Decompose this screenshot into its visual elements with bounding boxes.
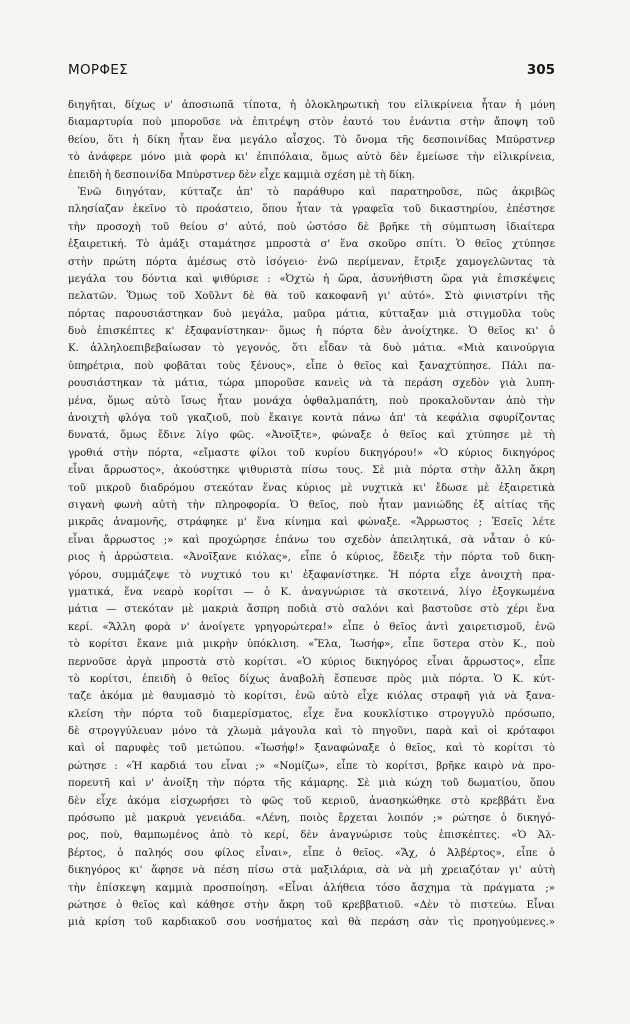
text-line: πλησίαζαν ἐκεῖνο τὸ προάστειο, ὅπου ἦταν τὰ γραφεῖα τοῦ δικαστηρίου, ἐπέστησε [68, 204, 555, 216]
text-line: ἐξαιρετική. Τὸ ἁμάξι σταμάτησε μπροστὰ σ' ἕνα σκοῦρο σπίτι. Ὁ θεῖος χτύπησε [68, 239, 555, 251]
text-line: διηγῆται, δίχως ν' ἀποσιωπᾶ τίποτα, ἡ ὁλοκληρωτικὴ του εἰλικρίνεια ἦταν ἡ μόνη [68, 100, 555, 111]
text-line: ἐπειδὴ ἡ δεσποινίδα Μπύρστνερ δὲν εἶχε καμμιὰ σχέση μὲ τὴ δίκη. [68, 169, 415, 181]
text-line: τὴν προσοχὴ τοῦ θείου σ' αὐτό, ποὺ ὡστόσο δὲ βρῆκε τὴ σύμπτωση ἰδιαίτερα [68, 221, 555, 233]
text-line: ρώτησε ὁ θεῖος καὶ κάθησε στὴν ἄκρη τοῦ κρεββατιοῦ. «Δὲν τὸ πιστεύω. Εἶναι [68, 899, 555, 911]
text-line: τοῦ μικροῦ διαδρόμου στεκόταν ἕνας κύριος μὲ νυχτικὰ κι' ἔδωσε μὲ ἐξαιρετικὰ [68, 482, 555, 494]
text-line: πρόσωπο μὲ μακρυὰ γενειάδα. «Λένη, ποιὸς ἔρχεται λοιπόν ;» ρώτησε ὁ δικηγό- [68, 813, 555, 825]
page-number: 305 [526, 62, 555, 78]
text-line: μικρᾶς ἀναμονῆς, στράφηκε μ' ἕνα κίνημα καὶ φώναξε. «Ἄρρωστος ; Ἐσεῖς λέτε [68, 517, 555, 529]
text-line: εἶναι ἄρρωστος», ἀκούστηκε ψιθυριστὰ πίσω τους. Σὲ μιὰ πόρτα στὴν ἄλλη ἄκρη [68, 465, 555, 477]
text-line: ὑπηρέτρια, ποὺ φοβᾶται τοὺς ξένους», εἶπε ὁ θεῖος καὶ ξαναχτύπησε. Πάλι πα- [68, 360, 555, 372]
text-line: πελατῶν. Ὅμως τοῦ Χοῦλντ δὲ θὰ τοῦ κακοφανῆ γι' αὐτό». Στὸ φινιστρίνι τῆς [68, 291, 555, 303]
page-header [68, 62, 555, 82]
text-line: περνοῦσε ἀργὰ μπροστὰ στὸ κορίτσι. «Ὁ κύριος δικηγόρος εἶναι ἄρρωστος», εἶπε [68, 656, 555, 668]
text-line: ταζε ἀκόμα μὲ θαυμασμὸ τὸ κορίτσι, ἐνῶ αὐτὸ εἶχε κιόλας στραφῆ γιὰ νὰ ξανα- [68, 691, 555, 703]
running-title: ΜΟΡΦΕΣ [68, 62, 128, 78]
text-line: τὸ κορίτσι, ἐπειδὴ ὁ θεῖος δίχως ἀναβολὴ ἔσπευσε πρὸς μιὰ πόρτα. Ὁ Κ. κύτ- [68, 673, 555, 685]
text-line: τὸ ἀνάφερε μόνο μιὰ φορὰ κι' ἐπιπόλαια, ὅμως αὐτὸ δὲν ἐμείωσε τὴν εἰλικρίνεια, [68, 152, 555, 164]
text-line: ριος ἡ ἀρρώστεια. «Ἀνοῖξανε κιόλας», εἶπε ὁ κύριος, ἔδειξε τὴν πόρτα τοῦ δικη- [68, 552, 555, 564]
body-text [68, 97, 555, 977]
text-line: γόρου, συμμάζεψε τὸ νυχτικό του κι' ἐξαφανίστηκε. Ἡ πόρτα εἶχε ἀνοιχτὴ πρα- [68, 569, 555, 581]
text-line: ρουσιάστηκαν τὰ μάτια, τώρα μποροῦσε κανεὶς νὰ τὰ περάση σχεδὸν γιὰ λυπη- [68, 378, 555, 390]
text-line: τὴν ἐπίσκεψη καμμιὰ προσποίηση. «Εἶναι ἀλήθεια τόσο ἄσχημα τὰ πράγματα ;» [68, 882, 555, 894]
text-line: μένα, ὅμως αὐτὸ ἴσως ἦταν μονάχα ὀφθαλμαπάτη, ποὺ προκαλοῦνταν ἀπὸ τὴν [68, 395, 555, 407]
text-line: δὲ στρογγύλευαν μόνο τὰ χλωμὰ μάγουλα καὶ τὸ πηγοῦνι, παρὰ καὶ οἱ κρόταφοι [68, 726, 555, 738]
text-line: δικηγόρος κι' ἄφησε νὰ πέση πίσω στὰ μαξιλάρια, σὰ νὰ μὴ χρειαζόταν γι' αὐτὴ [68, 865, 555, 877]
text-line: ρος, ποὺ, θαμπωμένος ἀπὸ τὸ κερί, δὲν ἀναγνώρισε τοὺς ἐπισκέπτες. «Ὁ Ἀλ- [68, 830, 555, 842]
text-line: ἀνοιχτὴ φλόγα τοῦ γκαζιοῦ, ποὺ ἔκαιγε κοντὰ πάνω ἀπ' τὰ κεφάλια σφυρίζοντας [68, 413, 555, 425]
text-line: δυὸ ἐπισκέπτες κ' ἐξαφανίστηκαν· ὅμως ἡ πόρτα δὲν ἀνοίχτηκε. Ὁ θεῖος κι' ὁ [68, 326, 555, 338]
text-line: δὲν εἶχε ἀκόμα εἰσχωρήσει τὸ φῶς τοῦ κεριοῦ, ἀνασηκώθηκε στὸ κρεββάτι ἕνα [68, 795, 555, 807]
text-line: γροθιά στὴν πόρτα, «εἴμαστε φίλοι τοῦ κυρίου δικηγόρου!» «Ὁ κύριος δικηγόρος [68, 447, 555, 459]
text-line: κλείση τὴν πόρτα τοῦ διαμερίσματος, εἶχε ἕνα κουκλίστικο στρογγυλὸ πρόσωπο, [68, 708, 555, 720]
text-line: μεγάλα του δόντια καὶ ψιθύρισε : «Ὀχτὼ ἡ ὥρα, ἀσυνήθιστη ὥρα γιὰ ἐπισκέψεις [68, 273, 555, 285]
text-line: βέρτος, ὁ παληός σου φίλος εἶναι», εἶπε ὁ θεῖος. «Ἄχ, ὁ Ἀλβέρτος», εἶπε ὁ [68, 847, 555, 859]
text-line: στὴν πρώτη πόρτα ἀμέσως στὸ ἰσόγειο· ἐνῶ περίμεναν, ἔτριξε χαμογελῶντας τὰ [68, 256, 555, 268]
text-line: δυνατά, ὅμως ἔδινε λίγο φῶς. «Ἀνοῖξτε», φώναξε ὁ θεῖος καὶ χτύπησε μὲ τὴ [68, 430, 555, 442]
text-line: πόρτας παρουσιάστηκαν δυὸ μεγάλα, μαῦρα μάτια, κύτταξαν μιὰ στιγμοῦλα τοὺς [68, 308, 555, 320]
text-line: κερί. «Ἄλλη φορὰ ν' ἀνοίγετε γρηγορώτερα!» εἶπε ὁ θεῖος ἀντὶ χαιρετισμοῦ, ἐνῶ [68, 621, 555, 633]
text-line: ρώτησε : «Ἡ καρδιά του εἶναι ;» «Νομίζω», εἶπε τὸ κορίτσι, βρῆκε καιρὸ νὰ προ- [68, 760, 555, 772]
text-line: μιὰ κρίση τοῦ καρδιακοῦ σου νοσήματος καὶ θὰ περάση σὰν τὶς προηγούμενες.» [68, 917, 555, 929]
text-line: γματικά, ἕνα νεαρὸ κορίτσι — ὁ Κ. ἀναγνώρισε τὰ σκοτεινά, λίγο ἐξογκωμένα [68, 586, 555, 598]
text-line: καὶ οἱ παρυφὲς τοῦ μετώπου. «Ἰωσήφ!» ξαναφώναξε ὁ θεῖος, καὶ τὸ κορίτσι τὸ [68, 743, 555, 755]
text-line: πορευτῆ καὶ ν' ἀνοίξη τὴν πόρτα τῆς κάμαρης. Σὲ μιὰ κώχη τοῦ δωματίου, ὅπου [68, 778, 555, 790]
text-line: μάτια — στεκόταν μὲ μακριὰ ἄσπρη ποδιὰ στὸ σαλόνι καὶ βαστοῦσε στὸ χέρι ἕνα [68, 604, 555, 616]
text-line: σιγανὴ φωνὴ αὐτὴ τὴν πληροφορία. Ὁ θεῖος, ποὺ ἦταν μανιώδης ἐξ αἰτίας τῆς [68, 499, 555, 511]
text-line: Ἐνῶ διηγόταν, κύτταζε ἀπ' τὸ παράθυρο καὶ παρατηροῦσε, πῶς ἀκριβῶς [78, 186, 555, 198]
text-line: εἶναι ἄρρωστος ;» καὶ προχώρησε ἐπάνω του σχεδὸν ἀπειλητικά, σὰ νἆταν ὁ κύ- [68, 534, 555, 546]
text-line: θείου, ὅτι ἡ δίκη ἦταν ἕνα μεγάλο αἶσχος. Τὸ ὄνομα τῆς δεσποινίδας Μπύρστνερ [68, 134, 555, 146]
text-line: διαμαρτυρία ποὺ μποροῦσε νὰ ἐπιτρέψη στὸν ἑαυτό του ἐνάντια στὴν ἄποψη τοῦ [68, 117, 555, 129]
text-line: τὸ κορίτσι ἔκανε μιὰ μικρὴν ὑπόκλιση. «Ἔλα, Ἰωσήφ», εἶπε ὕστερα στὸν Κ., ποὺ [68, 639, 555, 651]
text-line: Κ. ἀλληλοεπιβεβαίωσαν τὸ γεγονός, ὅτι εἶδαν τὰ δυὸ μάτια. «Μιὰ καινούργια [68, 343, 555, 355]
